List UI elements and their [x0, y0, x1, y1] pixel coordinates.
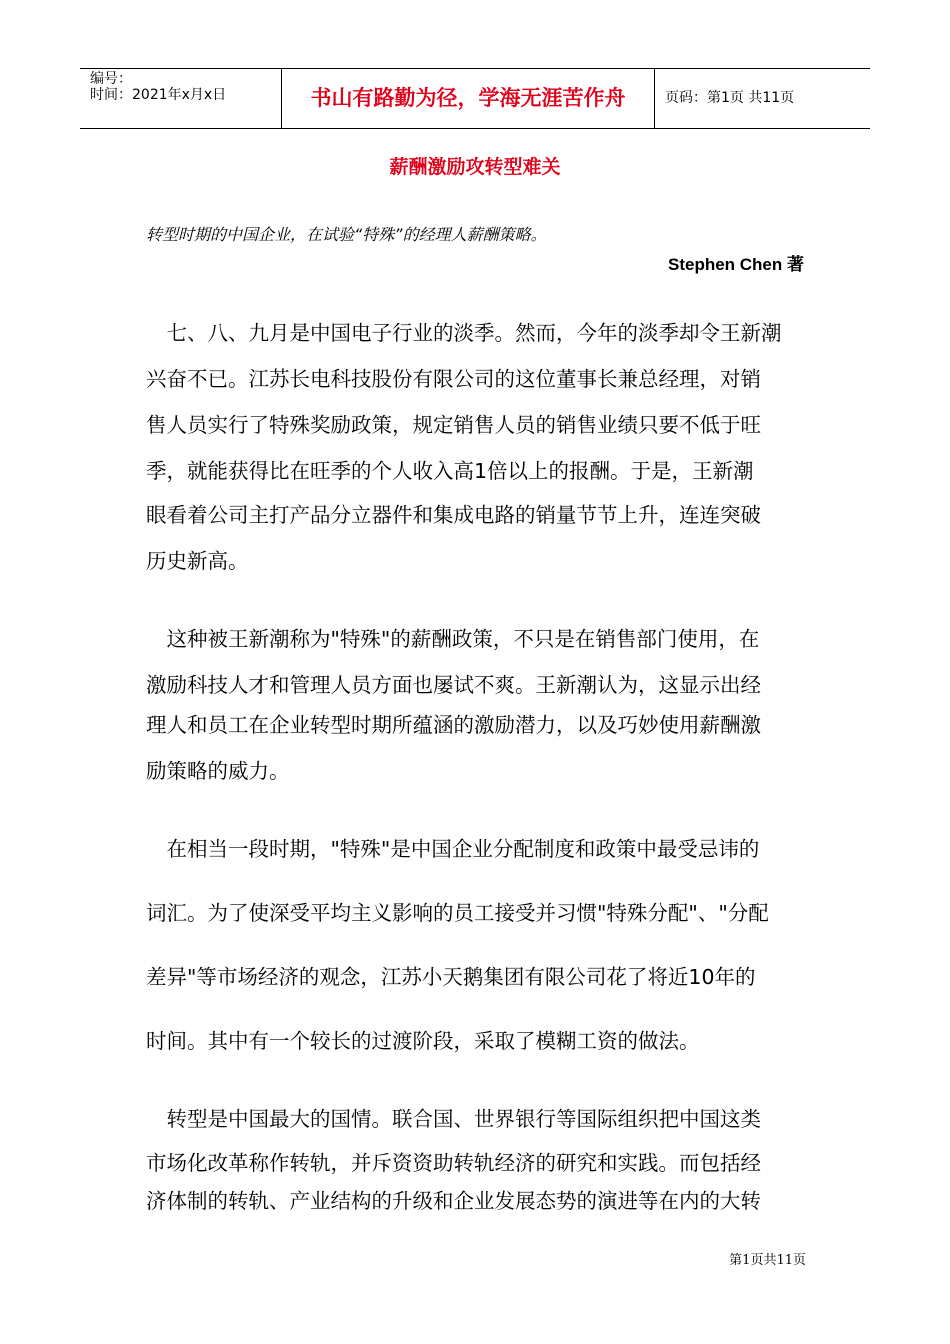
header-page-info: 页码：第1页 共11页 [665, 89, 795, 106]
header-meta-cell [80, 69, 282, 128]
paragraph-line: 济体制的转轨、产业结构的升级和企业发展态势的演进等在内的大转 [146, 1189, 761, 1213]
paragraph-line: 市场化改革称作转轨，并斥资资助转轨经济的研究和实践。而包括经 [146, 1151, 761, 1175]
paragraph-line: 眼看着公司主打产品分立器件和集成电路的销量节节上升，连连突破 [146, 503, 761, 527]
number-label: 编号： [90, 71, 132, 87]
paragraph-line: 售人员实行了特殊奖励政策，规定销售人员的销售业绩只要不低于旺 [146, 413, 761, 437]
paragraph-line: 这种被王新潮称为"特殊"的薪酬政策，不只是在销售部门使用，在 [146, 627, 760, 651]
paragraph-line: 季，就能获得比在旺季的个人收入高1倍以上的报酬。于是，王新潮 [146, 459, 754, 483]
paragraph-line: 激励科技人才和管理人员方面也屡试不爽。王新潮认为，这显示出经 [146, 673, 761, 697]
paragraph-line: 时间。其中有一个较长的过渡阶段，采取了模糊工资的做法。 [146, 1029, 700, 1053]
paragraph-line: 在相当一段时期，"特殊"是中国企业分配制度和政策中最受忌讳的 [146, 837, 760, 861]
page-footer: 第1页共11页 [729, 1253, 806, 1268]
paragraph-line: 理人和员工在企业转型时期所蕴涵的激励潜力，以及巧妙使用薪酬激 [146, 713, 761, 737]
paragraph-line: 转型是中国最大的国情。联合国、世界银行等国际组织把中国这类 [146, 1107, 761, 1131]
paragraph-line: 七、八、九月是中国电子行业的淡季。然而，今年的淡季却令王新潮 [146, 321, 782, 345]
paragraph-line: 励策略的威力。 [146, 759, 290, 783]
header-motto: 书山有路勤为径，学海无涯苦作舟 [282, 69, 655, 128]
paragraph-line: 差异"等市场经济的观念，江苏小天鹅集团有限公司花了将近10年的 [146, 965, 756, 989]
paragraph-line: 词汇。为了使深受平均主义影响的员工接受并习惯"特殊分配"、"分配 [146, 901, 769, 925]
paragraph-line: 兴奋不已。江苏长电科技股份有限公司的这位董事长兼总经理，对销 [146, 367, 761, 391]
paragraph-line: 历史新高。 [146, 549, 249, 573]
time-label: 时间：2021年x月x日 [90, 87, 227, 103]
header-table [80, 68, 870, 129]
document-subtitle: 转型时期的中国企业，在试验“特殊”的经理人薪酬策略。 [146, 225, 547, 244]
document-author: Stephen Chen 著 [667, 255, 804, 274]
document-title: 薪酬激励攻转型难关 [389, 156, 561, 178]
